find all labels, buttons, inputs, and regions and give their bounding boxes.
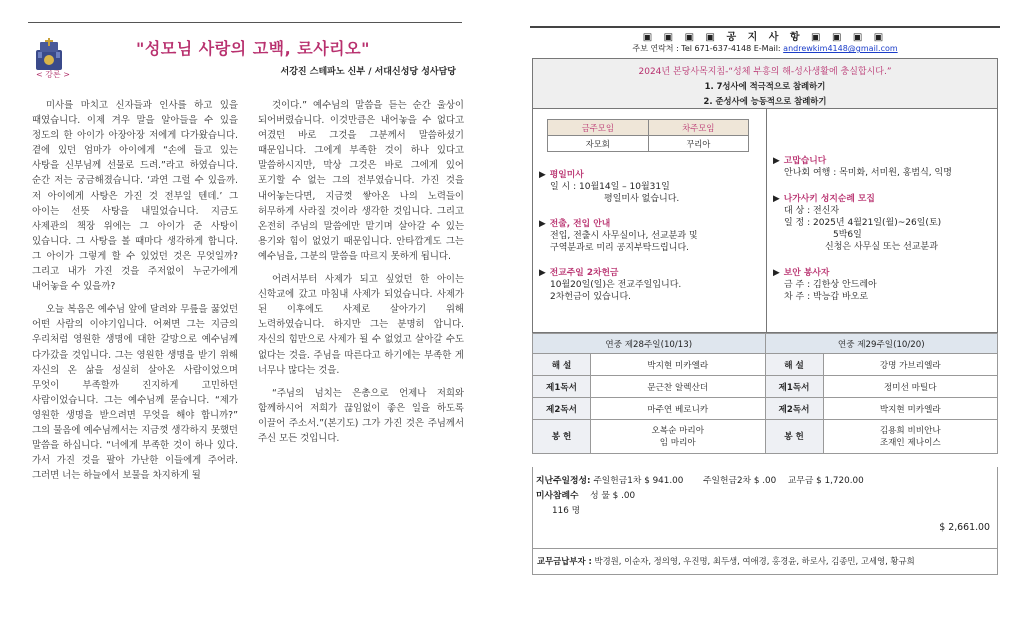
roster-header: 연중 제28주일(10/13) xyxy=(533,334,766,354)
offering-name: 조재인 제나이스 xyxy=(879,437,941,448)
roster-header: 연중 제29주일(10/20) xyxy=(765,334,998,354)
notice-text: 안나회 여행 : 목미화, 서미원, 홍범식, 익명 xyxy=(784,168,952,178)
sermon-column-1 xyxy=(32,98,238,491)
triangle-bullet-icon: ▶ xyxy=(539,268,546,278)
roster-role: 제1독서 xyxy=(533,376,591,398)
roster-name: 마주연 베로니카 xyxy=(591,398,766,420)
notice-heading: 평일미사 xyxy=(549,170,584,180)
roster-role: 제2독서 xyxy=(765,398,823,420)
roster-name: 문근찬 알렉산더 xyxy=(591,376,766,398)
second-offering: 주일헌금2차 $ .00 xyxy=(702,476,777,486)
donor-names: 박경원, 이순자, 정의영, 우진명, 최두생, 여애경, 홍경윤, 하로사, 김종민, 고세영, 황규희 xyxy=(594,556,915,566)
sermon-page xyxy=(28,18,462,608)
roster-role: 제1독서 xyxy=(765,376,823,398)
sermon-paragraph: 것이다.” 예수님의 말씀을 듣는 순간 울상이 되어버렸습니다. 이것만큼은 내어놓을 수 없다고 여겼던 바로 그것을 그분께서 말씀하셨기 때문입니다. 그에게 부족한 것이 하나 있다고 말씀하시지만, 막상 그것은 바로 그에게 있어 포기할 수 없는 그의 전부였습니다. 가진 것을 내어놓는다면, 지금껏 쌓아온 나의 노력들이 허무하게 사라질 것이라 생각한 것입니다. 그리고 온전히 주님의 말씀에만 맡기며 살아갈 수 있는 용기와 힘이 없었기 때문입니다. 안타깝게도 그는 예수님을, 그분의 말씀을 따르지 못하게 됩니다. xyxy=(258,100,464,262)
sermon-paragraph: “주님의 넘치는 은총으로 언제나 저희와 함께하시어 저희가 끊임없이 좋은 일을 하도록 이끌어 주소서.”(본기도) 그가 가진 것은 주님께서 주신 모든 것입니다. xyxy=(258,387,464,444)
meeting-table xyxy=(547,119,749,152)
notice-text: 일 시 : 10월14일 – 10월31일 xyxy=(550,182,670,192)
roster-name: 강명 가브리엘라 xyxy=(823,354,998,376)
notice-heading: 전교주일 2차헌금 xyxy=(549,268,619,278)
next-week-meeting: 꾸리아 xyxy=(648,136,749,152)
parish-fund: 교무금 $ 1,720.00 xyxy=(787,476,864,486)
weekday-mass-notice xyxy=(539,169,679,205)
notice-text: 5박6일 xyxy=(833,230,862,240)
roster-role: 봉 헌 xyxy=(533,420,591,454)
announcements-box xyxy=(532,109,998,333)
altar-server-notice xyxy=(773,267,877,303)
triangle-bullet-icon: ▶ xyxy=(773,194,780,204)
guideline-item: 1. 7성사에 적극적으로 참례하기 xyxy=(704,81,826,91)
notice-heading: 고맙습니다 xyxy=(783,156,827,166)
this-week-meeting: 자모회 xyxy=(548,136,649,152)
pilgrimage-notice xyxy=(773,193,941,253)
roster-role: 해 설 xyxy=(765,354,823,376)
roster-name: 박지현 미카엘라 xyxy=(591,354,766,376)
offering-name: 임 마리아 xyxy=(659,437,696,448)
roster-role: 해 설 xyxy=(533,354,591,376)
sermon-title: "성모님 사랑의 고백, 로사리오" xyxy=(136,39,370,58)
next-week-meeting-header: 차주모임 xyxy=(648,120,749,136)
notice-text: 전입, 전출시 사무실이나, 선교분과 및 xyxy=(550,231,698,241)
contact-line xyxy=(530,43,1000,54)
notice-text: 2차헌금이 있습니다. xyxy=(550,292,632,302)
notice-text: 10월20일(일)은 전교주일입니다. xyxy=(550,280,682,290)
notice-heading: 전출, 전입 안내 xyxy=(549,219,611,229)
notice-heading: 나가사키 성지순례 모집 xyxy=(783,194,875,204)
pastoral-guideline-banner xyxy=(532,58,998,109)
emblem-label: < 강론 > xyxy=(36,70,70,79)
sermon-author: 서강진 스테파노 신부 / 서대신성당 성사담당 xyxy=(280,67,456,77)
roster-name: 박지현 미카엘라 xyxy=(823,398,998,420)
roster-name xyxy=(591,420,766,454)
thanks-notice xyxy=(773,155,952,179)
roster-role: 봉 헌 xyxy=(765,420,823,454)
sermon-column-2 xyxy=(258,98,464,454)
finance-summary xyxy=(536,474,996,519)
this-week-meeting-header: 금주모임 xyxy=(548,120,649,136)
donor-label: 교무금납부자 : xyxy=(537,556,592,566)
finance-label: 지난주일정성: xyxy=(536,476,591,486)
triangle-bullet-icon: ▶ xyxy=(539,219,546,229)
finance-total: $ 2,661.00 xyxy=(939,522,990,533)
contact-email-link[interactable]: andrewkim4148@gmail.com xyxy=(783,44,898,53)
sermon-paragraph: 어려서부터 사제가 되고 싶었던 한 아이는 신학교에 갔고 마침내 사제가 되었습니다. 사제가 된 이후에도 사제로 살아가기 위해 노력하였습니다. 하지만 그는 분명히 압니다. 자신의 힘만으로 사제가 될 수 없었고 살아갈 수도 없다는 것을. 주님을 따른다고 하기에는 부족한 게 너무나 많다는 것을. xyxy=(258,274,464,376)
notice-title: ▣ ▣ ▣ ▣ 공 지 사 항 ▣ ▣ ▣ ▣ xyxy=(642,32,888,43)
triangle-bullet-icon: ▶ xyxy=(773,156,780,166)
top-divider xyxy=(28,22,462,23)
donor-list xyxy=(532,549,998,575)
contact-label: 주보 연락처 : Tel 671-637-4148 E-Mail: xyxy=(632,44,784,53)
sacrament-offering: 성 물 $ .00 xyxy=(590,491,636,501)
notice-heading: 보안 봉사자 xyxy=(783,268,830,278)
sermon-paragraph: 오늘 복음은 예수님 앞에 달려와 무릎을 꿇었던 어떤 사람의 이야기입니다. 어쩌면 그는 지금의 우리처럼 영원한 생명에 대한 갈망으로 예수님께 다가갔을 것입니다. 그는 영원한 생명을 받기 위해 자신의 온 삶을 성실히 살아온 사람이었으며 무엇이 부족할까 진지하게 고민하던 사람이었습니다. 그는 예수님께 묻습니다. “제가 영원한 생명을 받으려면 무엇을 해야 합니까?” 그의 물음에 예수님께서는 지금껏 생각하지 못했던 말씀을 하십니다. “너에게 부족한 것이 하나 있다. 가서 가진 것을 팔아 가난한 이들에게 주어라. 그러면 너는 하늘에서 보물을 차지하게 될 xyxy=(32,304,238,482)
offering-name: 김용희 비비안나 xyxy=(879,425,941,436)
column-divider xyxy=(766,109,767,332)
notice-text: 구역분과로 미리 공지부탁드립니다. xyxy=(550,243,689,253)
triangle-bullet-icon: ▶ xyxy=(773,268,780,278)
roster-role: 제2독서 xyxy=(533,398,591,420)
notice-page xyxy=(530,22,1000,607)
liturgy-roster-table xyxy=(532,333,998,454)
guideline-title: 2024년 본당사목지침-“성체 부흥의 해-성사생활에 충실합시다.” xyxy=(638,67,892,77)
sermon-paragraph: 미사를 마치고 신자들과 인사를 하고 있을 때였습니다. 이제 겨우 말을 알아들을 수 있을 정도의 한 아이가 아장아장 저에게 다가왔습니다. 곁에 있던 엄마가 아이에게 “손에 들고 있는 사탕을 신부님께 선물로 드려.”라고 하였습니다. 순간 저는 궁금해졌습니다. ‘과연 그럴 수 있을까. 저 아이에게 사탕은 가진 것 전부일 텐데.’ 그 아이는 선뜻 사탕을 내밀었습니다. 지금도 사제관의 책장 위에는 그 아이가 준 사탕이 있습니다. 그 사탕을 볼 때마다 생각하게 합니다. 그 아이가 그렇게 할 수 있었던 것은 무엇일까? 그리고 내가 가진 것을 주저없이 누군가에게 내어놓을 수 있을까? xyxy=(32,100,238,293)
notice-text: 일 정 : 2025년 4월21일(월)~26일(토) xyxy=(784,218,942,228)
attendance-count: 116 명 xyxy=(552,506,581,516)
attendance-label: 미사참례수 xyxy=(536,491,579,501)
first-offering: 주일헌금1차 $ 941.00 xyxy=(593,476,684,486)
notice-text: 대 상 : 전신자 xyxy=(784,206,840,216)
guideline-item: 2. 준성사에 능동적으로 참례하기 xyxy=(703,96,827,106)
notice-text: 금 주 : 김한상 안드레아 xyxy=(784,280,877,290)
roster-name: 정미선 마틸다 xyxy=(823,376,998,398)
roster-name xyxy=(823,420,998,454)
notice-text: 신청은 사무실 또는 선교분과 xyxy=(825,242,938,252)
notice-text: 차 주 : 박능갑 바오로 xyxy=(784,292,869,302)
mission-sunday-notice xyxy=(539,267,681,303)
move-in-notice xyxy=(539,218,698,254)
notice-text: 평일미사 없습니다. xyxy=(604,194,680,204)
triangle-bullet-icon: ▶ xyxy=(539,170,546,180)
offering-name: 오복순 마리아 xyxy=(651,425,705,436)
